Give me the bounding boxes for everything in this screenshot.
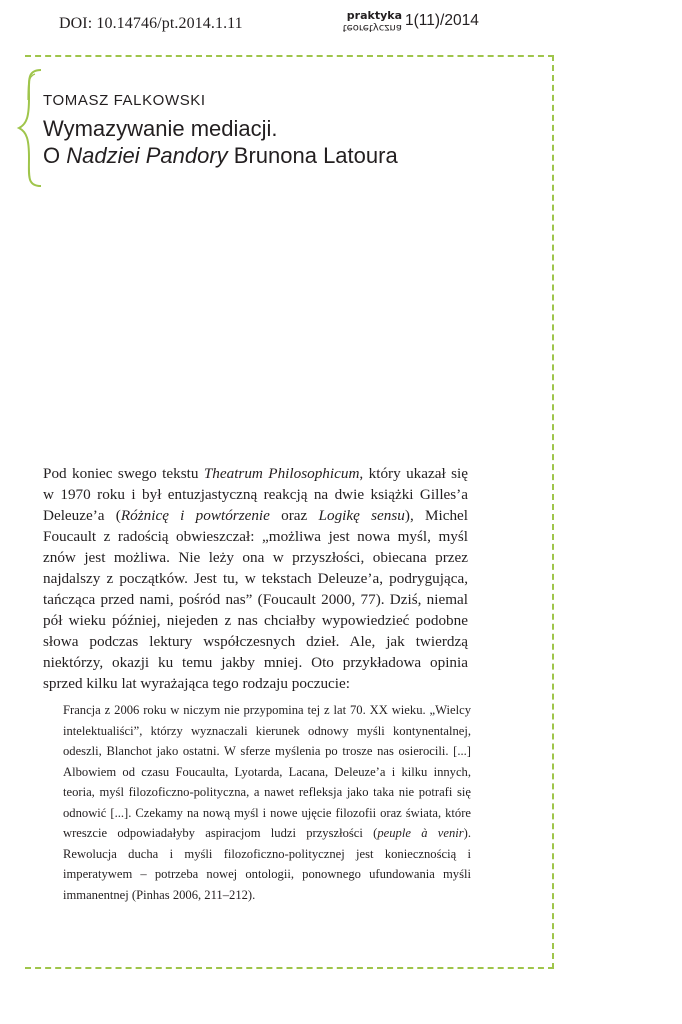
title-italic: Nadziei Pandory [66, 143, 228, 168]
curly-brace-icon [15, 68, 45, 188]
body-italic-logike: Logikę sensu [318, 507, 405, 524]
body-italic-theatrum: Theatrum Philosophicum [203, 465, 360, 482]
journal-logo-bottom: teoretyczna [342, 22, 402, 33]
issue-number: 1(11)/2014 [405, 12, 479, 29]
body-text-1: Pod koniec swego tekstu [43, 465, 204, 482]
body-text-4: ), Michel Foucault z radością obwieszczał: „możliwa jest nowa myśl, myśl znów jest możliwa. Nie leży ona w przyszłości, obiecana przez najdalszy z początków. Jest tu, w tekstach Deleuze’a, podrygująca, tańcząca przed nami, pośród nas” (Foucault 2000, 77). Dziś, niemal pół wieku później, niejeden z nas chciałby wypowiedzieć podobne słowa podczas lektury współczesnych dzieł. Ale, jak twierdzą niektórzy, okazji ku temu jakby mniej. Oto przykładowa opinia sprzed kilku lat wyrażająca tego rodzaju poczucie: [43, 507, 469, 692]
body-text-3: oraz [269, 507, 319, 524]
body-text-2: , który ukazał się w 1970 roku i był entuzjastyczną reakcją na dwie książki Gilles’a Deleuze’a ( [43, 465, 468, 524]
quote-text-2: ). Rewolucja ducha i myśli filozoficzno-politycznej jest koniecznością i imperatywem – potrzeba nowej ontologii, ponownego ufundowania myśli immanentnej (Pinhas 2006, 211–212). [63, 826, 471, 902]
title-prefix: O [43, 143, 67, 168]
title-line-1: Wymazywanie mediacji. [43, 116, 278, 141]
journal-logo [340, 10, 402, 32]
doi: DOI: 10.14746/pt.2014.1.11 [59, 15, 243, 32]
title-suffix: Brunona Latoura [227, 143, 398, 168]
journal-logo-top: praktyka [346, 9, 402, 22]
body-italic-roznice: Różnicę i powtórzenie [120, 507, 270, 524]
quote-text-1: Francja z 2006 roku w niczym nie przypomina tej z lat 70. XX wieku. „Wielcy intelektualiści”, którzy wyznaczali kierunek odnowy myśli kontynentalnej, odeszli, Blanchot jako ostatni. W sferze myślenia po trosze nas osierocili. [...] Albowiem od czasu Foucaulta, Lyotarda, Lacana, Deleuze’a i kilku innych, teoria, myśl filozoficzno-polityczna, a nawet refleksja jako taka nie potrafi się odnowić [...]. Czekamy na nową myśl i nowe ujęcie filozofii oraz świata, które wreszcie odpowiadałyby aspiracjom ludzi przyszłości ( [63, 703, 471, 840]
article-author: TOMASZ FALKOWSKI [43, 92, 206, 109]
title-line-2 [43, 142, 523, 169]
body-paragraph [43, 463, 468, 694]
block-quote [63, 700, 471, 905]
article-title [43, 115, 523, 169]
quote-italic-peuple: peuple à venir [377, 826, 464, 840]
